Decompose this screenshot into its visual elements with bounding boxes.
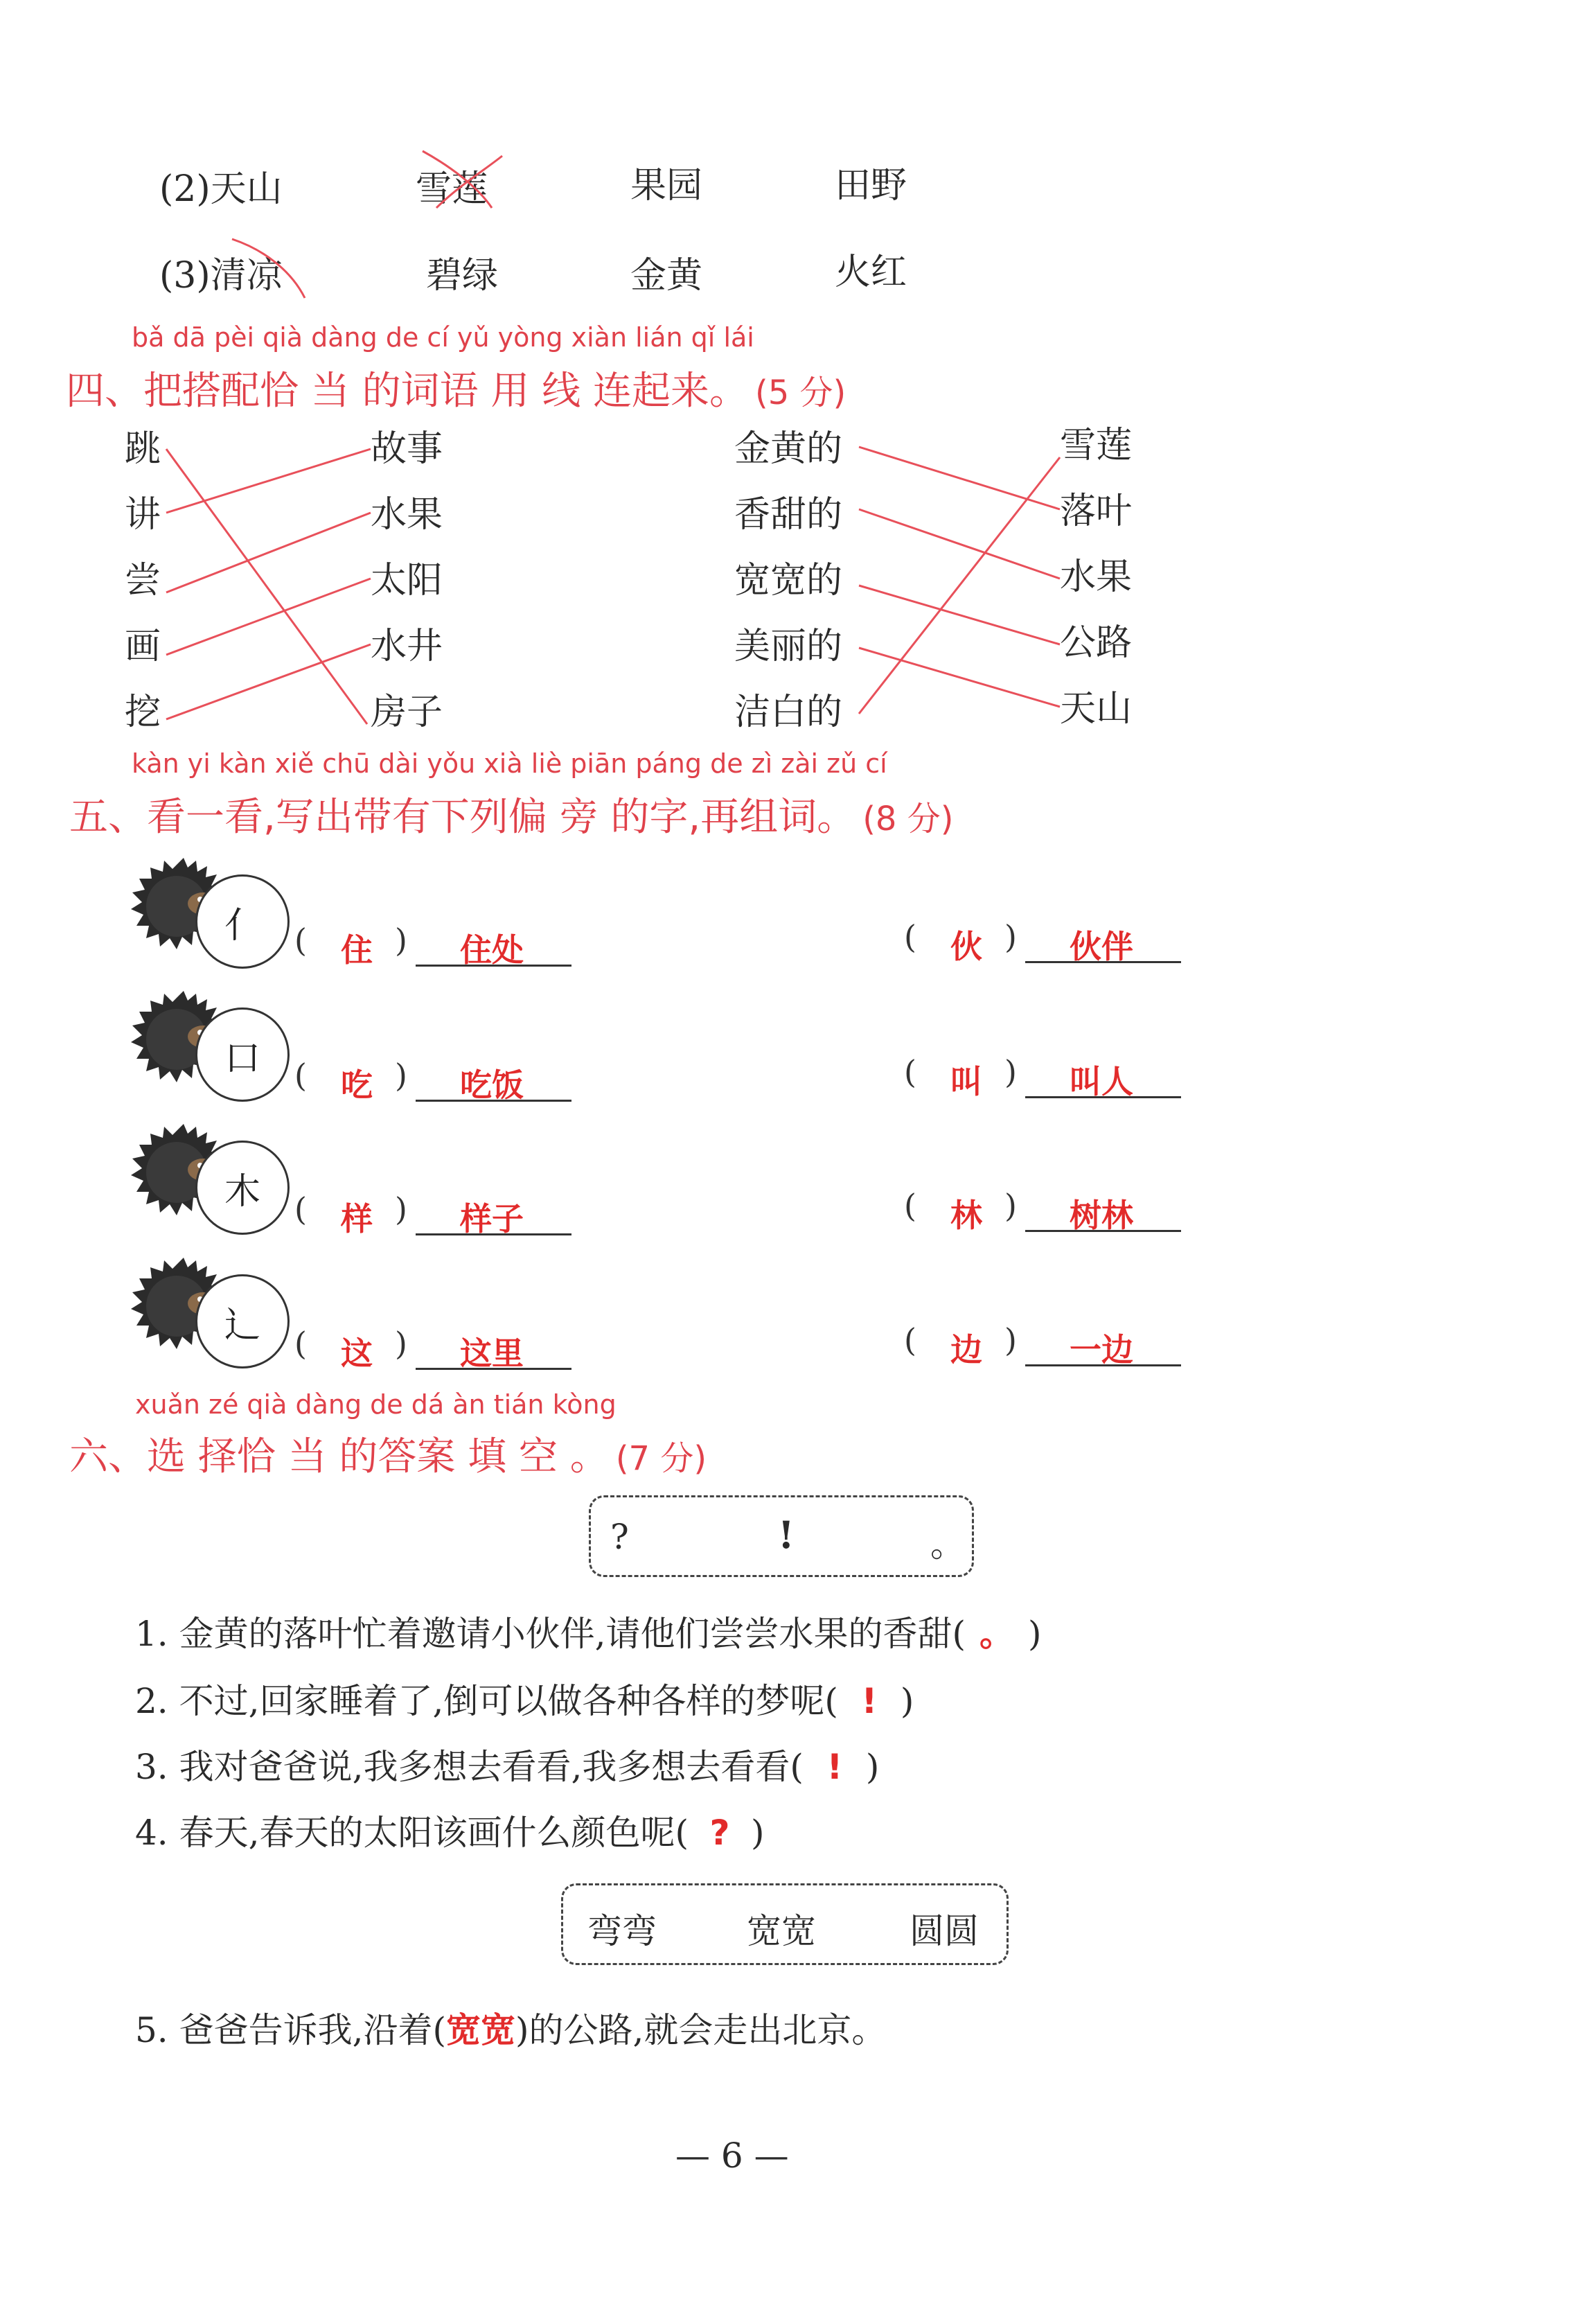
- close-paren: ): [1004, 1187, 1017, 1224]
- question-1: 1. 金黄的落叶忙着邀请小伙伴,请他们尝尝水果的香甜( 。 ): [135, 1606, 1042, 1656]
- left-b-0: 故事: [371, 428, 443, 470]
- radical-circle: 木: [195, 1141, 290, 1235]
- left-a-2: 尝: [125, 560, 161, 601]
- section5-pinyin: kàn yi kàn xiě chū dài yǒu xià liè piān páng de zì zài zǔ cí: [132, 748, 887, 779]
- word-option-box: [561, 1883, 1009, 1965]
- question-5-answer: 宽宽: [446, 2010, 515, 2050]
- answer-char: 样: [341, 1200, 373, 1238]
- option-yuanyuan: 圆圆: [910, 1911, 979, 1951]
- page-number: — 6 —: [675, 2136, 789, 2176]
- link-jinhuang-luoye: [859, 447, 1060, 509]
- answer-word: 样子: [460, 1200, 524, 1238]
- right-b-0: 雪莲: [1060, 425, 1133, 466]
- answer-word: 叫人: [1070, 1063, 1133, 1100]
- left-b-1: 水果: [371, 494, 443, 536]
- right-a-4: 洁白的: [734, 692, 843, 733]
- link-kuankuan-gonglu: [859, 586, 1060, 644]
- answer-char: 叫: [950, 1063, 982, 1100]
- open-paren: (: [294, 1325, 307, 1362]
- radical-circle: 亻: [195, 874, 290, 969]
- row3-item-3: 火红: [835, 252, 907, 293]
- answer-char: 吃: [341, 1066, 373, 1104]
- left-b-3: 水井: [371, 626, 443, 667]
- row3-label: (3)清凉: [159, 255, 283, 297]
- close-paren: ): [1004, 1053, 1017, 1091]
- open-paren: (: [904, 918, 916, 956]
- link-jiebai-xuelian: [859, 457, 1060, 714]
- open-paren: (: [294, 922, 307, 959]
- answer-underline: [1025, 1364, 1181, 1366]
- close-paren: ): [395, 1057, 407, 1094]
- open-paren: (: [294, 1190, 307, 1228]
- left-a-1: 讲: [125, 494, 161, 536]
- left-b-2: 太阳: [371, 560, 443, 601]
- row3-item-2: 金黄: [630, 255, 703, 297]
- punctuation-option-box: [589, 1495, 974, 1577]
- question-1-answer: 。: [979, 1614, 1014, 1654]
- option-kuankuan: 宽宽: [747, 1911, 816, 1951]
- question-4-answer: ?: [709, 1813, 730, 1853]
- section6-title: 六、选 择恰 当 的答案 填 空 。 (7 分): [69, 1434, 707, 1479]
- answer-word: 吃饭: [460, 1066, 524, 1104]
- section4-title: 四、把搭配恰 当 的词语 用 线 连起来。 (5 分): [66, 369, 846, 414]
- right-b-2: 水果: [1060, 556, 1133, 598]
- open-paren: (: [904, 1321, 916, 1359]
- row2-label: (2)天山: [159, 168, 283, 210]
- question-2-answer: !: [861, 1681, 878, 1721]
- answer-word: 这里: [460, 1335, 524, 1372]
- left-a-4: 挖: [125, 692, 161, 733]
- link-tiao-fangzi: [166, 449, 367, 724]
- row2-item-2: 果园: [630, 165, 703, 206]
- open-paren: (: [904, 1187, 916, 1224]
- close-paren: ): [395, 1190, 407, 1228]
- link-wa-shuijing: [166, 644, 371, 719]
- answer-word: 一边: [1070, 1331, 1133, 1368]
- answer-word: 住处: [460, 931, 524, 969]
- question-3: 3. 我对爸爸说,我多想去看看,我多想去看看( ! ): [135, 1747, 880, 1787]
- row3-item-1: 碧绿: [426, 255, 499, 297]
- section4-pinyin: bǎ dā pèi qià dàng de cí yǔ yòng xiàn lián qǐ lái: [132, 322, 754, 353]
- question-3-answer: !: [826, 1747, 843, 1787]
- answer-char: 伙: [950, 928, 982, 965]
- open-paren: (: [294, 1057, 307, 1094]
- answer-underline: [1025, 1230, 1181, 1232]
- answer-underline: [1025, 1096, 1181, 1098]
- row2-item-1: 雪莲: [416, 168, 488, 210]
- link-meili-tianshan: [859, 648, 1060, 707]
- answer-char: 住: [341, 931, 373, 969]
- answer-underline: [1025, 961, 1181, 963]
- right-b-4: 天山: [1060, 688, 1133, 730]
- open-paren: (: [904, 1053, 916, 1091]
- option-wanwan: 弯弯: [587, 1911, 657, 1951]
- option-exclamation: !: [778, 1513, 795, 1557]
- link-chang-shuiguo: [166, 513, 371, 592]
- question-2: 2. 不过,回家睡着了,倒可以做各种各样的梦呢( ! ): [135, 1681, 914, 1721]
- answer-underline: [416, 1100, 571, 1102]
- left-a-0: 跳: [125, 428, 161, 470]
- option-period: 。: [930, 1524, 965, 1565]
- close-paren: ): [395, 1325, 407, 1362]
- radical-circle: 口: [195, 1007, 290, 1102]
- right-b-3: 公路: [1060, 622, 1133, 664]
- left-b-4: 房子: [371, 692, 443, 733]
- answer-underline: [416, 1233, 571, 1235]
- answer-char: 边: [950, 1331, 982, 1368]
- answer-char: 林: [950, 1197, 982, 1234]
- link-xiangtian-shuiguo: [859, 509, 1060, 579]
- answer-word: 树林: [1070, 1197, 1133, 1234]
- answer-char: 这: [341, 1335, 373, 1372]
- link-jiang-gushi: [166, 449, 371, 513]
- section5-title: 五、看一看,写出带有下列偏 旁 的字,再组词。 (8 分): [69, 795, 954, 840]
- right-a-1: 香甜的: [734, 494, 843, 536]
- right-a-0: 金黄的: [734, 428, 843, 470]
- close-paren: ): [395, 922, 407, 959]
- right-a-3: 美丽的: [734, 626, 843, 667]
- link-hua-taiyang: [166, 579, 371, 655]
- left-a-3: 画: [125, 626, 161, 667]
- question-4: 4. 春天,春天的太阳该画什么颜色呢( ? ): [135, 1813, 765, 1853]
- row2-item-3: 田野: [835, 165, 907, 206]
- option-question: ?: [610, 1517, 629, 1557]
- section6-pinyin: xuǎn zé qià dàng de dá àn tián kòng: [135, 1389, 617, 1420]
- question-5: 5. 爸爸告诉我,沿着(宽宽)的公路,就会走出北京。: [135, 2010, 887, 2050]
- right-b-1: 落叶: [1060, 491, 1133, 532]
- answer-underline: [416, 1368, 571, 1370]
- close-paren: ): [1004, 918, 1017, 956]
- answer-word: 伙伴: [1070, 928, 1133, 965]
- answer-underline: [416, 965, 571, 967]
- close-paren: ): [1004, 1321, 1017, 1359]
- right-a-2: 宽宽的: [734, 560, 843, 601]
- radical-circle: 辶: [195, 1274, 290, 1368]
